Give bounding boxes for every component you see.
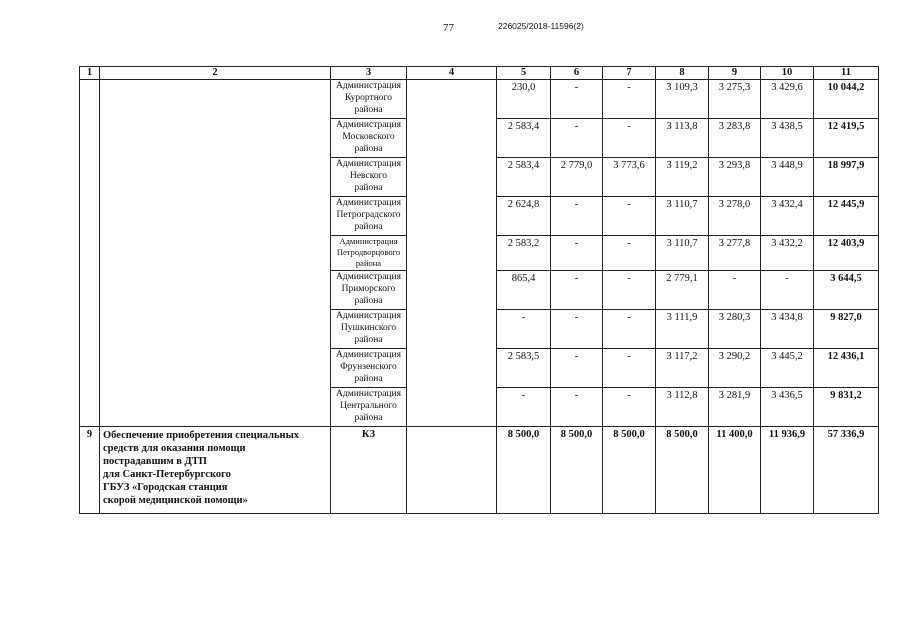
column-number: 10 xyxy=(761,67,814,80)
total-cell: 9 827,0 xyxy=(814,310,879,349)
description-line: для Санкт-Петербургского xyxy=(103,469,231,480)
value-cell: - xyxy=(551,80,603,119)
column-number: 7 xyxy=(603,67,656,80)
value-cell: 3 436,5 xyxy=(761,388,814,427)
description-line: пострадавшим в ДТП xyxy=(103,456,207,467)
recipient-line: Приморского xyxy=(341,284,396,294)
recipient-line: Администрация xyxy=(336,120,401,130)
value-cell: 2 779,0 xyxy=(551,158,603,197)
value-cell: - xyxy=(761,271,814,310)
recipient-line: Администрация xyxy=(336,159,401,169)
recipient-line: Курортного xyxy=(345,93,392,103)
recipient-line: Невского xyxy=(349,171,388,181)
total-cell: 9 831,2 xyxy=(814,388,879,427)
recipient-line: Центрального xyxy=(340,401,397,411)
description-line: скорой медицинской помощи» xyxy=(103,495,248,506)
recipient-line: Петродворцового xyxy=(336,247,401,257)
value-cell: - xyxy=(551,310,603,349)
recipient-line: района xyxy=(354,183,383,193)
recipient-cell: КЗ xyxy=(331,427,407,514)
value-cell: 8 500,0 xyxy=(603,427,656,514)
value-cell: 3 293,8 xyxy=(709,158,761,197)
total-cell: 18 997,9 xyxy=(814,158,879,197)
total-cell: 12 445,9 xyxy=(814,197,879,236)
value-cell: 3 111,9 xyxy=(656,310,709,349)
row-number: 9 xyxy=(80,427,100,514)
recipient-line: Фрунзенского xyxy=(340,362,397,372)
value-cell: 3 119,2 xyxy=(656,158,709,197)
value-cell: 3 110,7 xyxy=(656,236,709,271)
recipient-line: района xyxy=(354,296,383,306)
recipient-line: Администрация xyxy=(336,350,401,360)
recipient-line: района xyxy=(354,222,383,232)
value-cell: - xyxy=(603,349,656,388)
value-cell: 3 432,4 xyxy=(761,197,814,236)
recipient-line: Администрация xyxy=(336,198,401,208)
row-number-cell xyxy=(80,80,100,427)
table-row-9 xyxy=(80,427,879,514)
value-cell: 3 280,3 xyxy=(709,310,761,349)
value-cell: - xyxy=(603,310,656,349)
column-number: 4 xyxy=(407,67,497,80)
recipient-line: Администрация xyxy=(339,236,398,246)
value-cell: - xyxy=(551,236,603,271)
total-cell: 3 644,5 xyxy=(814,271,879,310)
column-number: 8 xyxy=(656,67,709,80)
description-line: Обеспечение приобретения специальных xyxy=(103,430,300,441)
column-number: 2 xyxy=(100,67,331,80)
recipient-line: района xyxy=(354,335,383,345)
value-cell: 3 110,7 xyxy=(656,197,709,236)
total-cell: 10 044,2 xyxy=(814,80,879,119)
value-cell: - xyxy=(603,80,656,119)
value-cell: 3 432,2 xyxy=(761,236,814,271)
recipient-cell xyxy=(331,158,407,197)
recipient-cell xyxy=(331,310,407,349)
recipient-line: Администрация xyxy=(336,389,401,399)
recipient-line: Администрация xyxy=(336,311,401,321)
value-cell: - xyxy=(551,349,603,388)
recipient-cell xyxy=(331,349,407,388)
column-number: 6 xyxy=(551,67,603,80)
table-row-admin xyxy=(80,80,879,119)
document-id: 226025/2018-11596(2) xyxy=(498,21,584,31)
recipient-line: района xyxy=(354,374,383,384)
recipient-line: Администрация xyxy=(336,272,401,282)
value-cell: - xyxy=(709,271,761,310)
value-cell: - xyxy=(497,310,551,349)
recipient-line: района xyxy=(355,258,382,268)
row-description-cell xyxy=(100,80,331,427)
value-cell: - xyxy=(551,388,603,427)
recipient-cell xyxy=(331,236,407,271)
value-cell: 2 583,5 xyxy=(497,349,551,388)
value-cell: 2 583,4 xyxy=(497,119,551,158)
value-cell: 3 277,8 xyxy=(709,236,761,271)
total-cell: 12 436,1 xyxy=(814,349,879,388)
value-cell: - xyxy=(551,271,603,310)
column-number: 1 xyxy=(80,67,100,80)
budget-table xyxy=(79,66,879,514)
value-cell: 3 112,8 xyxy=(656,388,709,427)
recipient-cell xyxy=(331,80,407,119)
recipient-line: Администрация xyxy=(336,81,401,91)
value-cell: 2 583,2 xyxy=(497,236,551,271)
value-cell: 2 779,1 xyxy=(656,271,709,310)
recipient-line: района xyxy=(354,413,383,423)
value-cell: 3 290,2 xyxy=(709,349,761,388)
value-cell: 3 281,9 xyxy=(709,388,761,427)
column-number: 3 xyxy=(331,67,407,80)
value-cell: 3 438,5 xyxy=(761,119,814,158)
value-cell: 3 434,8 xyxy=(761,310,814,349)
recipient-cell xyxy=(331,271,407,310)
total-cell: 12 403,9 xyxy=(814,236,879,271)
recipient-cell xyxy=(331,388,407,427)
value-cell: 11 400,0 xyxy=(709,427,761,514)
recipient-line: Петроградского xyxy=(336,210,401,220)
recipient-line: Московского xyxy=(342,132,395,142)
recipient-line: района xyxy=(354,105,383,115)
value-cell: 3 109,3 xyxy=(656,80,709,119)
description-line: средств для оказания помощи xyxy=(103,443,246,454)
total-cell: 12 419,5 xyxy=(814,119,879,158)
value-cell: - xyxy=(603,119,656,158)
recipient-cell xyxy=(331,119,407,158)
value-cell: 865,4 xyxy=(497,271,551,310)
value-cell: 3 448,9 xyxy=(761,158,814,197)
value-cell: 3 278,0 xyxy=(709,197,761,236)
recipient-line: Пушкинского xyxy=(340,323,397,333)
value-cell: 11 936,9 xyxy=(761,427,814,514)
total-cell: 57 336,9 xyxy=(814,427,879,514)
value-cell: 3 113,8 xyxy=(656,119,709,158)
empty-cell xyxy=(407,80,497,427)
column-number: 5 xyxy=(497,67,551,80)
value-cell: 8 500,0 xyxy=(656,427,709,514)
description-line: ГБУЗ «Городская станция xyxy=(103,482,228,493)
value-cell: 3 275,3 xyxy=(709,80,761,119)
value-cell: - xyxy=(551,119,603,158)
column-number: 9 xyxy=(709,67,761,80)
page-number: 77 xyxy=(443,22,454,34)
value-cell: - xyxy=(551,197,603,236)
value-cell: - xyxy=(497,388,551,427)
value-cell: - xyxy=(603,197,656,236)
row-description xyxy=(100,427,331,514)
value-cell: 2 624,8 xyxy=(497,197,551,236)
value-cell: - xyxy=(603,236,656,271)
value-cell: 230,0 xyxy=(497,80,551,119)
value-cell: 3 283,8 xyxy=(709,119,761,158)
value-cell: 8 500,0 xyxy=(551,427,603,514)
column-number-row xyxy=(80,67,879,80)
value-cell: 2 583,4 xyxy=(497,158,551,197)
value-cell: 3 117,2 xyxy=(656,349,709,388)
recipient-line: района xyxy=(354,144,383,154)
recipient-cell xyxy=(331,197,407,236)
empty-cell xyxy=(407,427,497,514)
value-cell: 8 500,0 xyxy=(497,427,551,514)
value-cell: 3 429,6 xyxy=(761,80,814,119)
value-cell: 3 773,6 xyxy=(603,158,656,197)
value-cell: - xyxy=(603,271,656,310)
value-cell: - xyxy=(603,388,656,427)
column-number: 11 xyxy=(814,67,879,80)
value-cell: 3 445,2 xyxy=(761,349,814,388)
